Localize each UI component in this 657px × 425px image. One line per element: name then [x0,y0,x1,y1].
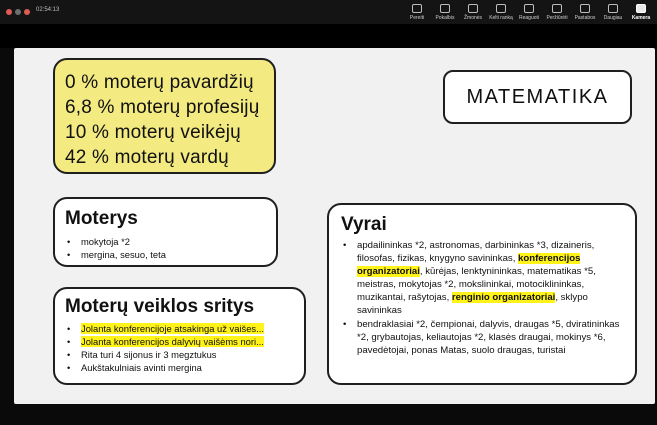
toolbar-items [405,4,653,21]
stat-line: 42 % moterų vardų [65,147,229,168]
top-band [0,24,657,48]
list-item [65,322,304,335]
stat-line: 10 % moterų veikėjų [65,122,241,143]
list-item [65,335,304,348]
bottom-strip [0,404,657,425]
toolbar-button-label: Žmonės [463,15,483,21]
list-item: • mokytoja *2 [67,236,130,247]
stat-line: 0 % moterų pavardžių [65,72,254,93]
chat-icon [440,4,450,13]
view-icon [552,4,562,13]
veiklos-title: Moterų veiklos sritys [65,296,255,317]
toolbar-button-label: Pereiti [409,15,425,21]
list-item: • apdailininkas *2, astronomas, darbininkas *3, dizaineris, filosofas, fizikas, knygyno savininkas, konferencijos organizatoriai, kūrėjas, lenktynininkas, matematikas *5, meistras, mokytojas *2, mokslininkai, motociklininkas, muzikantai, rašytojas, renginio organizatoriai, sklypo savininkas [343,240,596,317]
notes-icon [580,4,590,13]
vyrai-title: Vyrai [341,214,387,235]
toolbar-button-label: Pokalbis [435,15,455,21]
record-indicator-icon [24,9,30,15]
toolbar-button[interactable] [517,4,541,21]
list-item: • Aukštakulniais avinti mergina [67,362,202,373]
highlighted-text: konferencijos organizatoriai [357,253,581,278]
veiklos-box [53,287,306,385]
toolbar-button[interactable] [545,4,569,21]
toolbar-button-label: Reaguoti [518,15,539,21]
bullet-icon: • [67,249,71,260]
highlighted-text: Jolanta konferencijos dalyvių vaišėms nori... [81,336,264,347]
bullet-icon: • [67,236,71,247]
toolbar-button-label: Peržiūrėti [546,15,568,21]
toolbar-button[interactable] [405,4,429,21]
toolbar-button[interactable] [629,4,653,21]
bullet-icon: • [67,336,71,347]
bullet-icon: • [67,362,71,373]
more-icon [608,4,618,13]
vyrai-box [327,203,637,385]
toolbar-button-label: Daugiau [603,15,623,21]
stat-line: 6,8 % moterų profesijų [65,97,260,118]
toolbar-button-label: Kelti ranką [489,15,513,21]
highlighted-text: renginio organizatoriai [451,292,556,304]
bullet-icon: • [67,323,71,334]
minimize-window-icon[interactable] [15,9,21,15]
bullet-icon: • [67,349,71,360]
list-item: • Rita turi 4 sijonus ir 3 megztukus [67,349,217,360]
close-window-icon[interactable] [6,9,12,15]
toolbar-button[interactable] [489,4,513,21]
bullet-icon: • [343,318,347,330]
bullet-icon: • [343,240,347,251]
meeting-timer: 02:54:13 [36,7,60,13]
people-icon [468,4,478,13]
emoji-icon [524,4,534,13]
meeting-toolbar [0,0,657,24]
moterys-box [53,197,278,267]
stats-box [53,58,276,174]
toolbar-button[interactable] [573,4,597,21]
list-item: • bendraklasiai *2, čempionai, dalyvis, draugas *5, dviratininkas *2, grybautojas, keliautojas *2, klasės draugai, mokinys *6, pavedėtojai, ponas Matas, suolo draugas, turistai [343,318,620,356]
hand-icon [496,4,506,13]
toolbar-button-label: Pastabos [574,15,596,21]
list-item: • mergina, sesuo, teta [67,249,166,260]
moterys-title: Moterys [65,208,138,229]
highlighted-text: Jolanta konferencijoje atsakinga už vaišes... [81,323,264,334]
toolbar-button[interactable] [461,4,485,21]
subject-box: MATEMATIKA [443,70,632,124]
toolbar-button-label: Kamera [631,15,651,21]
toolbar-button[interactable] [433,4,457,21]
toolbar-button[interactable] [601,4,625,21]
arrow-icon [412,4,422,13]
camera-icon [636,4,646,13]
